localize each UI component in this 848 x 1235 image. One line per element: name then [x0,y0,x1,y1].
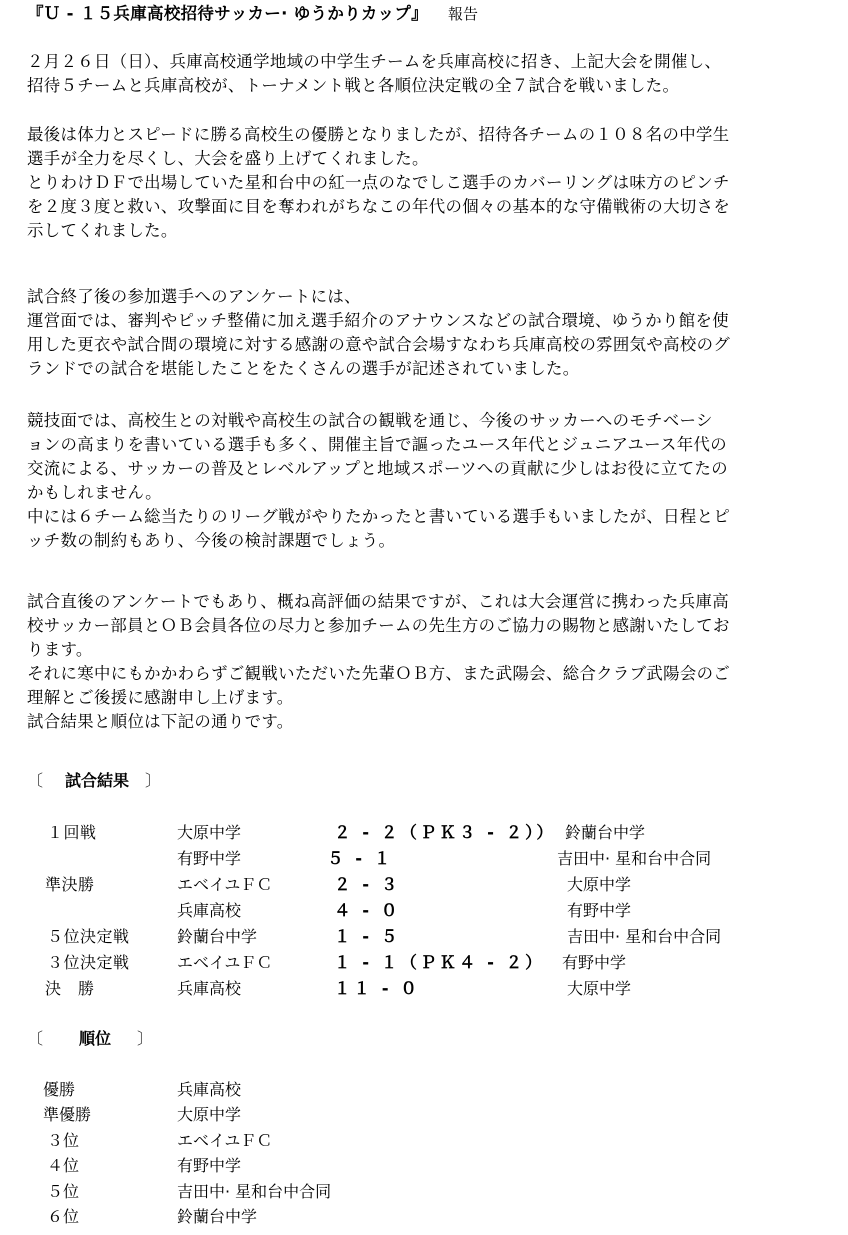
result-score: １ - １（ＰＫ４ - ２） [334,953,545,972]
result-round: 準決勝 [45,875,95,894]
result-team2: 吉田中· 星和台中合同 [557,849,712,868]
ranking-team: 兵庫高校 [177,1080,242,1099]
ranking-team: 有野中学 [177,1156,242,1175]
ranking-team: 鈴蘭台中学 [177,1207,258,1226]
result-score: ５ - １ [327,849,394,868]
result-row [27,873,832,897]
rankings-heading-label: 順位 [79,1029,112,1048]
result-team2: 鈴蘭台中学 [565,823,646,842]
text-line: 最後は体力とスピードに勝る高校生の優勝となりましたが、招待各チームの１０８名の中学生 [27,125,730,144]
ranking-team: エベイユＦＣ [177,1131,273,1150]
result-team2: 大原中学 [567,875,632,894]
text-line: を２度３度と救い、攻撃面に目を奪われがちなこの年代の個々の基本的な守備戦術の大切さを [27,197,731,216]
paragraph-1 [27,50,832,98]
ranking-place: ３位 [47,1131,80,1150]
text-line: 試合直後のアンケートでもあり、概ね高評価の結果ですが、これは大会運営に携わった兵庫高 [27,592,729,611]
text-line: 交流による、サッカーの普及とレベルアップと地域スポーツへの貢献に少しはお役に立てたの [27,459,728,478]
result-team2: 有野中学 [562,953,627,972]
result-team1: エベイユＦＣ [177,953,273,972]
ranking-row [27,1103,832,1127]
title-suffix: 報告 [447,5,478,23]
result-team2: 吉田中· 星和台中合同 [567,927,722,946]
result-score: ２ - ２（ＰＫ３ - ２）） [334,823,556,842]
result-row [27,821,832,845]
ranking-row [27,1154,832,1178]
text-line: 運営面では、審判やピッチ整備に加え選手紹介のアナウンスなどの試合環境、ゆうかり館を使 [27,311,729,330]
result-score: ２ - ３ [334,875,401,894]
result-round: 決 勝 [45,979,95,998]
result-team1: 兵庫高校 [177,979,242,998]
ranking-place: ６位 [47,1207,80,1226]
text-line: 示してくれました。 [27,221,178,240]
paragraph-3 [27,285,832,381]
result-team1: 兵庫高校 [177,901,242,920]
ranking-place: 優勝 [43,1080,76,1099]
result-round: ５位決定戦 [47,927,130,946]
result-team2: 大原中学 [567,979,632,998]
result-score: １１ - ０ [334,979,420,998]
ranking-row [27,1129,832,1153]
bracket-open: 〔 [27,1029,44,1048]
rankings-heading [27,1027,153,1051]
result-round: ３位決定戦 [47,953,130,972]
bracket-open: 〔 [27,771,44,790]
paragraph-5 [27,590,832,734]
ranking-place: ４位 [47,1156,80,1175]
bracket-close: 〕 [137,1029,154,1048]
ranking-place: 準優勝 [43,1105,92,1124]
text-line: 試合終了後の参加選手へのアンケートには、 [27,287,361,306]
ranking-place: ５位 [47,1182,80,1201]
text-line: 選手が全力を尽くし、大会を盛り上げてくれました。 [27,149,429,168]
text-line: 用した更衣や試合間の環境に対する感謝の意や試合会場すなわち兵庫高校の雰囲気や高校のグ [27,335,731,354]
text-line: ッチ数の制約もあり、今後の検討課題でしょう。 [27,531,396,550]
text-line: 試合結果と順位は下記の通りです。 [27,712,294,731]
ranking-team: 吉田中· 星和台中合同 [177,1182,332,1201]
result-row [27,847,832,871]
paragraph-4 [27,409,832,553]
text-line: ります。 [27,640,93,659]
text-line: 校サッカー部員とＯＢ会員各位の尽力と参加チームの先生方のご協力の賜物と感謝いたしてお [27,616,730,635]
ranking-team: 大原中学 [177,1105,242,1124]
text-line: 中には６チーム総当たりのリーグ戦がやりたかったと書いている選手もいましたが、日程とピ [27,507,731,526]
text-line: 理解とご後援に感謝申し上げます。 [27,688,294,707]
result-team1: 大原中学 [177,823,242,842]
paragraph-2 [27,123,832,243]
result-team1: 有野中学 [177,849,242,868]
result-team1: 鈴蘭台中学 [177,927,258,946]
result-team2: 有野中学 [567,901,632,920]
text-line: とりわけＤＦで出場していた星和台中の紅一点のなでしこ選手のカバーリングは味方のピンチ [27,173,730,192]
ranking-row [27,1205,832,1229]
text-line: 招待５チームと兵庫高校が、トーナメント戦と各順位決定戦の全７試合を戦いました。 [27,76,680,95]
result-row [27,899,832,923]
result-score: １ - ５ [334,927,401,946]
results-heading-label: 試合結果 [65,771,130,790]
results-heading [27,769,161,793]
report-title [27,2,478,26]
text-line: ２月２６日（日）、兵庫高校通学地域の中学生チームを兵庫高校に招き、上記大会を開催し、 [27,52,722,71]
ranking-row [27,1078,832,1102]
result-team1: エベイユＦＣ [177,875,273,894]
result-row [27,977,832,1001]
result-score: ４ - ０ [334,901,401,920]
text-line: ョンの高まりを書いている選手も多く、開催主旨で謳ったユース年代とジュニアユース年代の [27,435,727,454]
text-line: かもしれません。 [27,483,162,502]
result-round: １回戦 [47,823,97,842]
ranking-row [27,1180,832,1204]
text-line: それに寒中にもかかわらずご観戦いただいた先輩ＯＢ方、また武陽会、総合クラブ武陽会のご [27,664,731,683]
title-text: 『Ｕ - １５兵庫高校招待サッカー· ゆうかりカップ』 [27,4,428,23]
text-line: 競技面では、高校生との対戦や高校生の試合の観戦を通じ、今後のサッカーへのモチベーシ [27,411,713,430]
bracket-close: 〕 [145,771,162,790]
text-line: ランドでの試合を堪能したことをたくさんの選手が記述されていました。 [27,359,580,378]
result-row [27,951,832,975]
result-row [27,925,832,949]
